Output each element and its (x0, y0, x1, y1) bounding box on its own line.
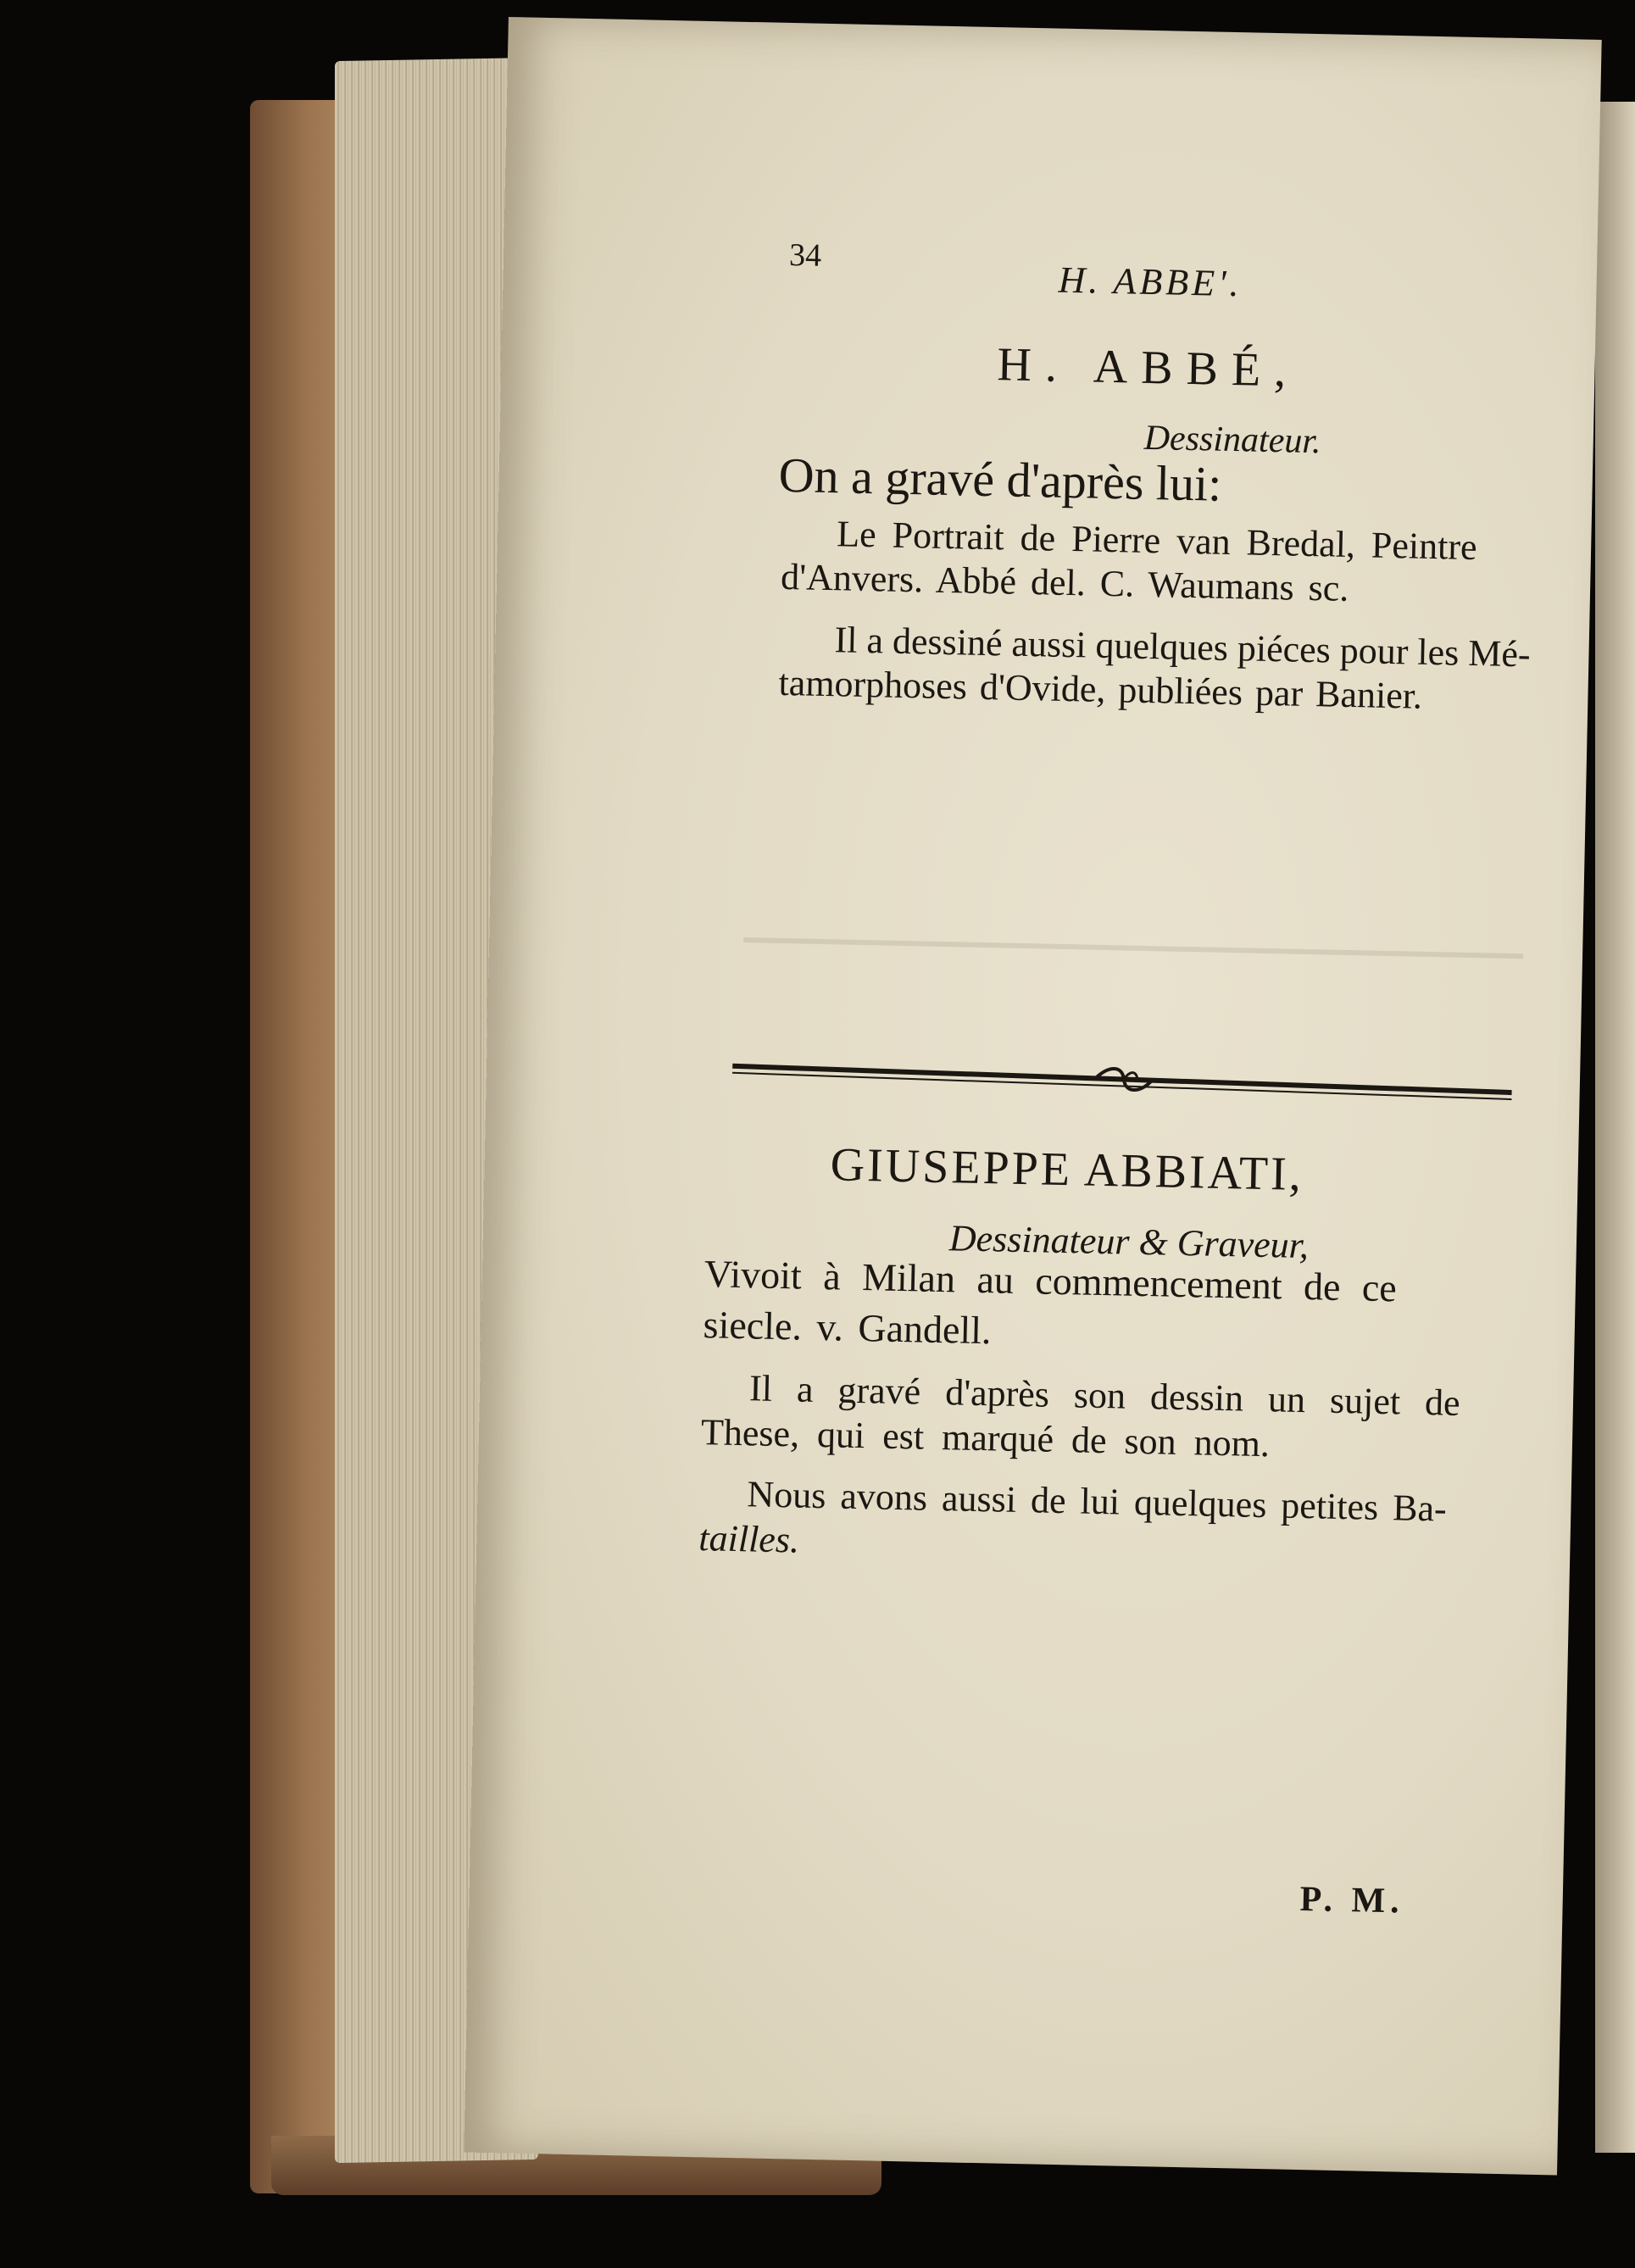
signature-mark: P. M. (1299, 1880, 1405, 1921)
entry-1-paragraph-2-line-2: tamorphoses d'Ovide, publiées par Banier. (778, 661, 1423, 717)
entry-2-paragraph-3-line-2: tailles. (698, 1517, 800, 1561)
entry-2-name: GIUSEPPE ABBIATI, (830, 1138, 1304, 1201)
book-page (464, 17, 1601, 2175)
entry-1-paragraph-1-line-2: d'Anvers. Abbé del. C. Waumans sc. (780, 555, 1349, 609)
entry-1-name: H. ABBÉ, (996, 338, 1300, 397)
entry-1-paragraph-2-line-1: Il a dessiné aussi quelques piéces pour les Mé- (834, 619, 1532, 675)
entry-1-intro: On a gravé d'après lui: (778, 447, 1222, 512)
entry-2-role: Dessinateur & Graveur, (948, 1217, 1310, 1267)
running-head: H. ABBE'. (1058, 258, 1243, 305)
entry-1-paragraph-1-line-1: Le Portrait de Pierre van Bredal, Peintre (836, 513, 1478, 569)
bleed-through-rule (743, 937, 1523, 959)
page-number: 34 (788, 237, 822, 274)
entry-2-paragraph-1-line-1: Vivoit à Milan au commencement de ce (703, 1252, 1398, 1310)
entry-2-paragraph-1-line-2: siecle. v. Gandell. (703, 1303, 993, 1353)
ornamental-divider (732, 1054, 1513, 1104)
entry-2-paragraph-3-line-1: Nous avons aussi de lui quelques petites Ba- (747, 1473, 1448, 1530)
entry-1-role: Dessinateur. (1143, 418, 1322, 462)
facing-page-edge (1595, 102, 1635, 2153)
entry-2-paragraph-2-line-2: These, qui est marqué de son nom. (700, 1411, 1271, 1465)
entry-2-paragraph-2-line-1: Il a gravé d'après son dessin un sujet de (748, 1367, 1461, 1424)
